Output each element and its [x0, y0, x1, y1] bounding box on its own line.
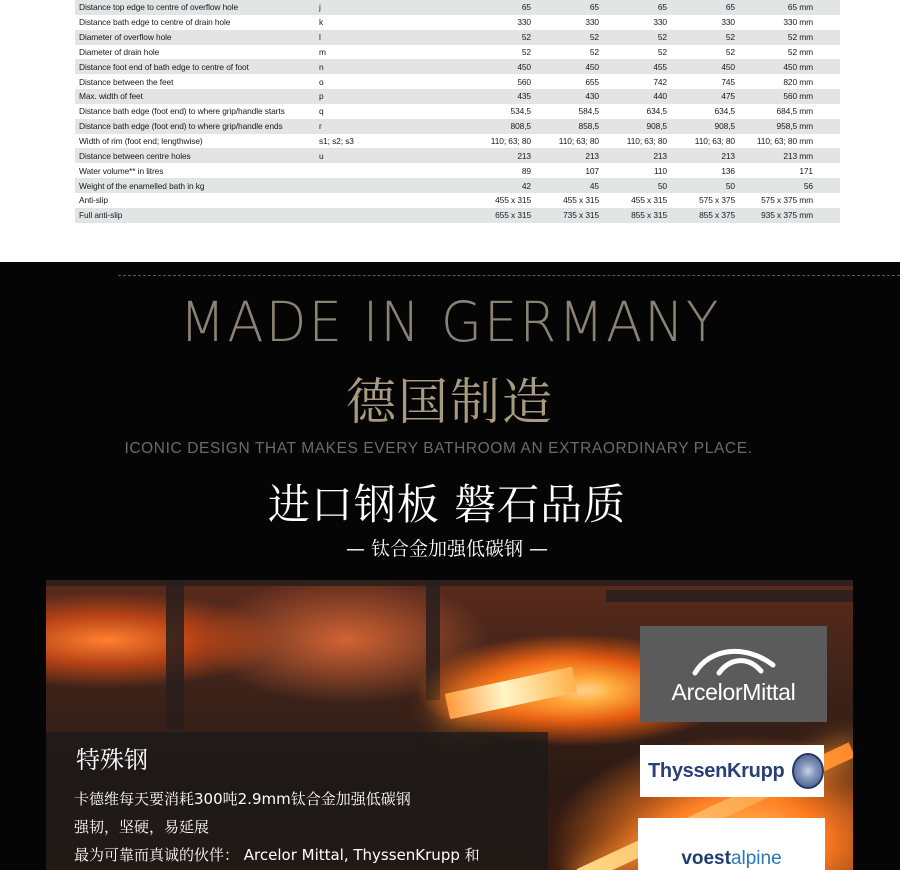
row-value: 110; 63; 80: [694, 136, 735, 147]
table-row: [75, 45, 840, 60]
row-value: 450: [721, 61, 735, 72]
row-value: 89: [521, 165, 531, 176]
row-value: 534,5: [510, 106, 531, 117]
row-value: 560 mm: [783, 91, 813, 102]
row-value: 65: [521, 2, 531, 13]
row-value: 45: [589, 180, 599, 191]
row-value: 430: [585, 91, 599, 102]
made-in-germany-banner: [0, 262, 900, 870]
row-value: 560: [517, 76, 531, 87]
row-label: Distance between centre holes: [79, 150, 191, 161]
row-value: 52: [725, 32, 735, 43]
row-value: 136: [721, 165, 735, 176]
row-value: 56: [803, 180, 813, 191]
panel-line: 卡德维每天要消耗300吨2.9mm钛合金加强低碳钢: [74, 790, 411, 808]
row-value: 65: [657, 2, 667, 13]
panel-title: 特殊钢: [76, 746, 148, 774]
row-label: Width of rim (foot end; lengthwise): [79, 136, 203, 147]
row-value: 110; 63; 80 mm: [756, 136, 813, 147]
row-value: 908,5: [714, 121, 735, 132]
table-row: [75, 178, 840, 193]
row-symbol: l: [319, 32, 321, 43]
factory-column: [426, 580, 440, 700]
steel-heading: 进口钢板 磐石品质: [267, 480, 627, 529]
steel-subheading: — 钛合金加强低碳钢 —: [345, 538, 549, 560]
row-label: Diameter of drain hole: [79, 46, 160, 57]
row-value: 735 x 315: [563, 210, 599, 221]
table-row: [75, 59, 840, 74]
row-symbol: k: [319, 17, 324, 28]
row-value: 745: [721, 76, 735, 87]
row-value: 808,5: [510, 121, 531, 132]
table-row: [75, 0, 840, 15]
row-value: 455 x 315: [631, 195, 667, 206]
row-value: 52 mm: [787, 46, 813, 57]
row-value: 820 mm: [783, 76, 813, 87]
row-value: 455 x 315: [563, 195, 599, 206]
panel-line: 强韧，坚硬，易延展: [74, 818, 210, 836]
thyssenkrupp-logo: [640, 745, 824, 797]
row-value: 65: [725, 2, 735, 13]
row-value: 42: [521, 180, 531, 191]
row-value: 450: [585, 61, 599, 72]
row-label: Distance bath edge (foot end) to where grip/handle starts: [79, 106, 285, 117]
voestalpine-wordmark-2: alpine: [730, 848, 782, 869]
row-value: 65: [589, 2, 599, 13]
row-value: 52 mm: [787, 32, 813, 43]
row-label: Weight of the enamelled bath in kg: [79, 180, 205, 191]
row-value: 213: [721, 150, 735, 161]
row-value: 958,5 mm: [776, 121, 813, 132]
row-label: Water volume** in litres: [79, 165, 164, 176]
hot-steel-slab: [445, 667, 578, 719]
row-label: Distance foot end of bath edge to centre of foot: [79, 61, 249, 72]
row-value: 935 x 375 mm: [761, 210, 813, 221]
row-value: 110; 63; 80: [626, 136, 667, 147]
table-row: [75, 148, 840, 163]
row-value: 655 x 315: [495, 210, 531, 221]
row-label: Diameter of overflow hole: [79, 32, 172, 43]
row-value: 330: [585, 17, 599, 28]
row-value: 684,5 mm: [776, 106, 813, 117]
steel-factory-photo: [46, 580, 853, 870]
row-value: 330: [517, 17, 531, 28]
row-value: 435: [517, 91, 531, 102]
row-value: 655: [585, 76, 599, 87]
row-value: 107: [585, 165, 599, 176]
row-symbol: n: [319, 61, 324, 72]
dashed-divider: [118, 275, 900, 276]
row-label: Full anti-slip: [79, 210, 123, 221]
chinese-title: 德国制造: [346, 373, 554, 431]
row-value: 330: [721, 17, 735, 28]
row-value: 52: [589, 46, 599, 57]
row-label: Max. width of feet: [79, 91, 143, 102]
row-value: 213: [653, 150, 667, 161]
row-value: 50: [657, 180, 667, 191]
arcelormittal-logo: [640, 626, 827, 722]
row-value: 455 x 315: [495, 195, 531, 206]
row-symbol: u: [319, 150, 324, 161]
table-row: [75, 134, 840, 149]
row-label: Distance top edge to centre of overflow hole: [79, 2, 239, 13]
row-value: 455: [653, 61, 667, 72]
arcelormittal-wordmark: ArcelorMittal: [671, 678, 796, 705]
row-value: 52: [725, 46, 735, 57]
row-label: Distance between the feet: [79, 76, 174, 87]
voestalpine-wordmark-1: voest: [681, 848, 731, 869]
row-label: Distance bath edge to centre of drain hole: [79, 17, 231, 28]
row-value: 52: [657, 46, 667, 57]
row-value: 52: [521, 32, 531, 43]
row-symbol: p: [319, 91, 324, 102]
table-row: [75, 193, 840, 208]
row-value: 475: [721, 91, 735, 102]
table-row: [75, 119, 840, 134]
row-symbol: s1; s2; s3: [319, 136, 354, 147]
row-value: 52: [657, 32, 667, 43]
panel-line: 最为可靠而真诚的伙伴： Arcelor Mittal, ThyssenKrupp 和: [74, 846, 480, 864]
row-symbol: m: [319, 46, 326, 57]
row-value: 50: [725, 180, 735, 191]
row-value: 575 x 375 mm: [761, 195, 813, 206]
special-steel-panel: [46, 732, 548, 870]
row-label: Distance bath edge (foot end) to where grip/handle ends: [79, 121, 283, 132]
tagline: ICONIC DESIGN THAT MAKES EVERY BATHROOM AN EXTRAORDINARY PLACE.: [124, 440, 753, 457]
table-row: [75, 208, 840, 223]
row-value: 634,5: [714, 106, 735, 117]
table-row: [75, 15, 840, 30]
row-value: 858,5: [578, 121, 599, 132]
row-value: 330: [653, 17, 667, 28]
table-row: [75, 74, 840, 89]
table-row: [75, 89, 840, 104]
row-value: 110: [653, 165, 667, 176]
factory-beam: [606, 590, 853, 602]
row-symbol: q: [319, 106, 324, 117]
row-value: 742: [653, 76, 667, 87]
table-row: [75, 104, 840, 119]
factory-column: [166, 580, 184, 730]
row-value: 584,5: [578, 106, 599, 117]
row-value: 855 x 375: [699, 210, 735, 221]
row-value: 575 x 375: [699, 195, 735, 206]
row-label: Anti-slip: [79, 195, 108, 206]
table-row: [75, 163, 840, 178]
table-row: [75, 30, 840, 45]
row-value: 110; 63; 80: [490, 136, 531, 147]
row-value: 171: [799, 165, 813, 176]
voestalpine-logo: [638, 818, 825, 870]
row-value: 213: [517, 150, 531, 161]
row-value: 450 mm: [783, 61, 813, 72]
thyssenkrupp-seal-icon: [792, 753, 824, 789]
row-value: 634,5: [646, 106, 667, 117]
row-symbol: r: [319, 121, 322, 132]
spec-table: [75, 0, 840, 223]
row-value: 110; 63; 80: [558, 136, 599, 147]
row-symbol: o: [319, 76, 324, 87]
row-value: 213 mm: [783, 150, 813, 161]
row-value: 450: [517, 61, 531, 72]
thyssenkrupp-wordmark: ThyssenKrupp: [648, 759, 785, 782]
made-in-germany-heading: MADE IN GERMANY: [179, 290, 721, 355]
row-value: 52: [521, 46, 531, 57]
row-value: 330 mm: [783, 17, 813, 28]
arcelormittal-swoosh-icon: [689, 643, 779, 677]
row-value: 440: [653, 91, 667, 102]
row-symbol: j: [319, 2, 321, 13]
row-value: 52: [589, 32, 599, 43]
row-value: 855 x 315: [631, 210, 667, 221]
row-value: 908,5: [646, 121, 667, 132]
row-value: 213: [585, 150, 599, 161]
row-value: 65 mm: [787, 2, 813, 13]
